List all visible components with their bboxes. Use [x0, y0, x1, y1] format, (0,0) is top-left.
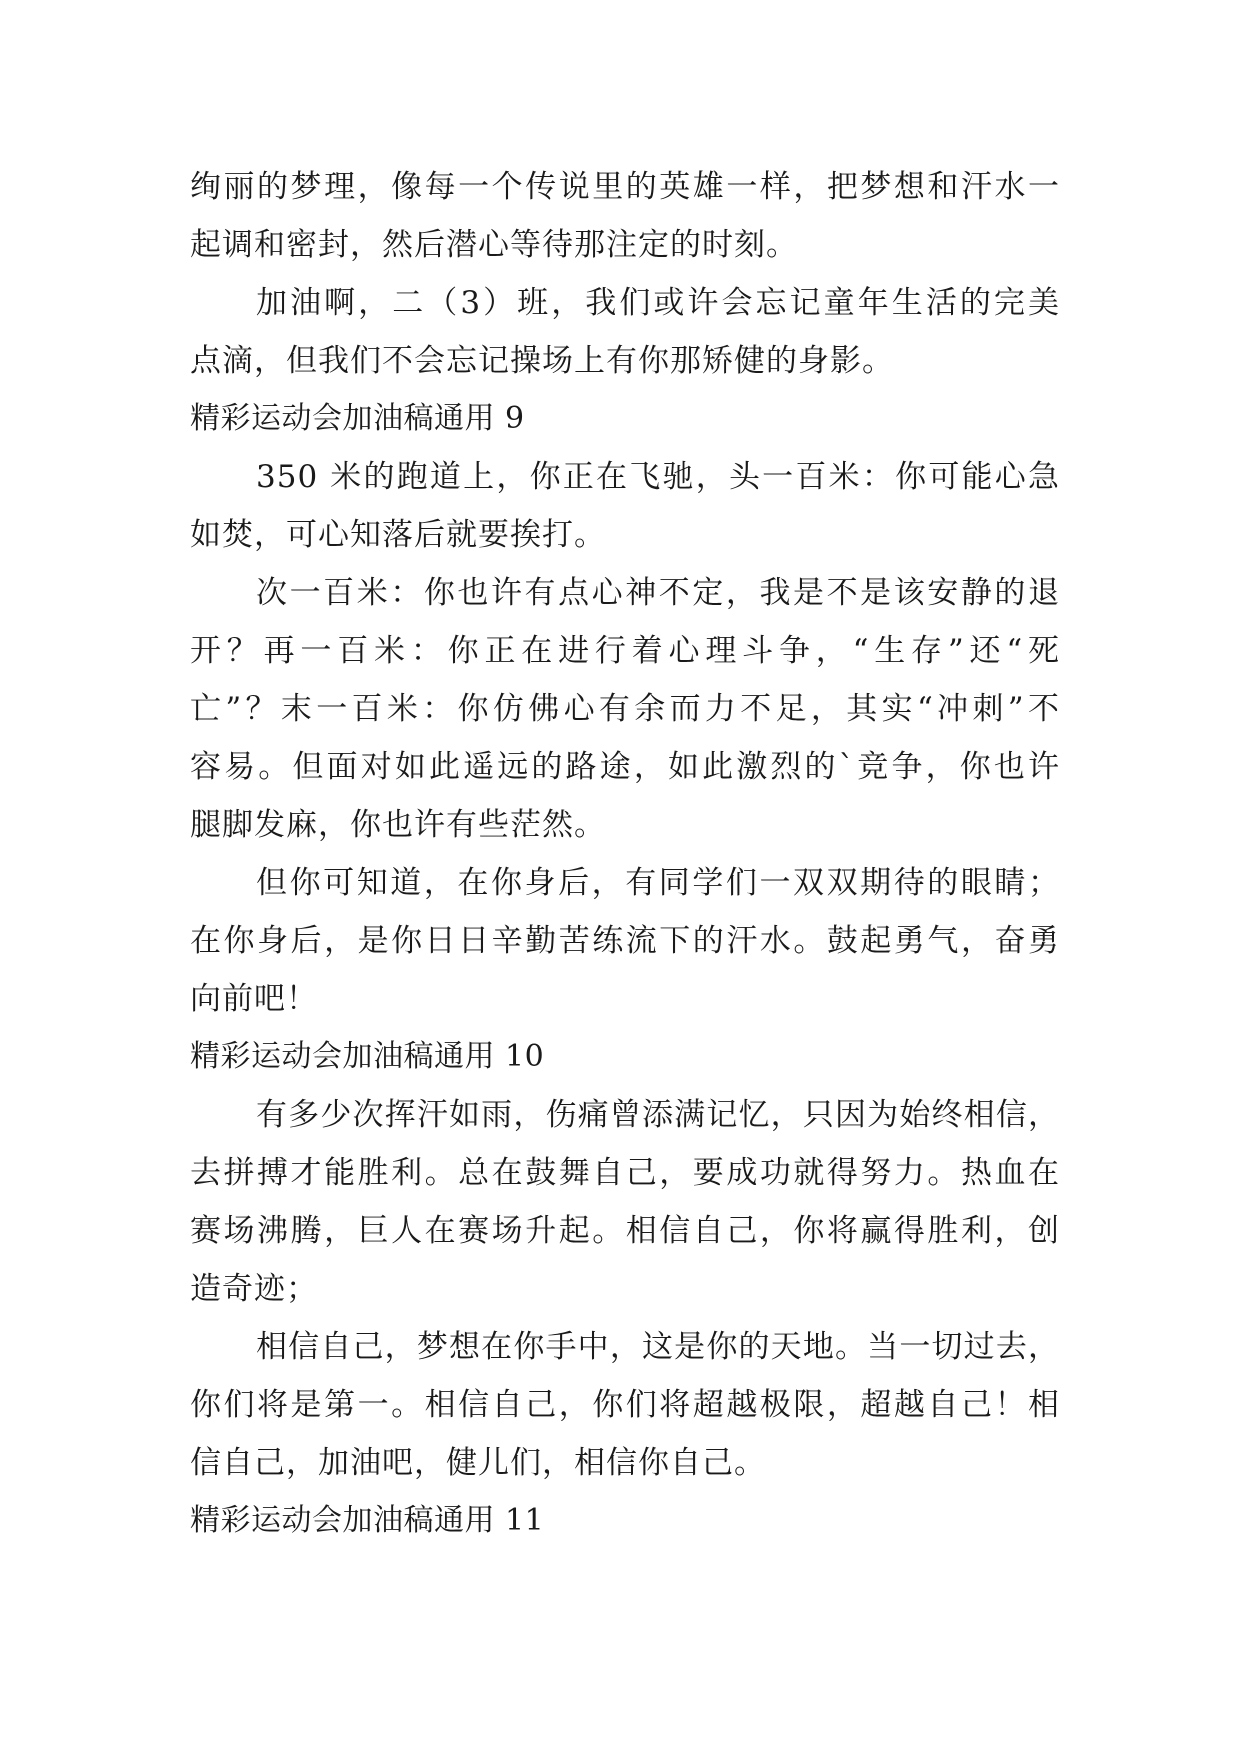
text-line: 加油啊，二（3）班，我们或许会忘记童年生活的完美 [256, 285, 1060, 321]
paragraph [190, 1318, 1060, 1492]
paragraph [190, 448, 1060, 564]
text-line: 350 米的跑道上，你正在飞驰，头一百米：你可能心急 [256, 459, 1060, 495]
text-line: 但你可知道，在你身后，有同学们一双双期待的眼睛； [256, 865, 1060, 901]
paragraph [190, 1086, 1060, 1318]
text-line: 容易。但面对如此遥远的路途，如此激烈的`竞争，你也许 [190, 749, 1060, 785]
text-line: 赛场沸腾，巨人在赛场升起。相信自己，你将赢得胜利，创 [190, 1213, 1060, 1249]
paragraph [190, 564, 1060, 854]
text-line: 点滴，但我们不会忘记操场上有你那矫健的身影。 [190, 343, 894, 379]
text-line: 信自己，加油吧，健儿们，相信你自己。 [190, 1445, 766, 1481]
text-line: 亡”？末一百米：你仿佛心有余而力不足，其实“冲刺”不 [190, 691, 1060, 727]
section-heading: 精彩运动会加油稿通用 9 [190, 401, 525, 436]
text-line: 造奇迹； [190, 1271, 318, 1307]
text-line: 你们将是第一。相信自己，你们将超越极限，超越自己！相 [190, 1387, 1060, 1423]
section-heading: 精彩运动会加油稿通用 10 [190, 1039, 545, 1074]
paragraph [190, 158, 1060, 274]
paragraph [190, 854, 1060, 1028]
text-line: 相信自己，梦想在你手中，这是你的天地。当一切过去， [256, 1329, 1060, 1365]
text-line: 起调和密封，然后潜心等待那注定的时刻。 [190, 227, 798, 263]
text-line: 绚丽的梦理，像每一个传说里的英雄一样，把梦想和汗水一 [190, 169, 1060, 205]
text-line: 次一百米：你也许有点心神不定，我是不是该安静的退 [256, 575, 1060, 611]
text-line: 如焚，可心知落后就要挨打。 [190, 517, 606, 553]
text-line: 在你身后，是你日日辛勤苦练流下的汗水。鼓起勇气，奋勇 [190, 923, 1060, 959]
paragraph [190, 274, 1060, 390]
text-line: 腿脚发麻，你也许有些茫然。 [190, 807, 606, 843]
text-line: 向前吧！ [190, 981, 318, 1017]
text-line: 开？再一百米：你正在进行着心理斗争，“生存”还“死 [190, 633, 1060, 669]
text-line: 有多少次挥汗如雨，伤痛曾添满记忆，只因为始终相信， [256, 1097, 1060, 1133]
section-heading: 精彩运动会加油稿通用 11 [190, 1503, 545, 1538]
text-line: 去拼搏才能胜利。总在鼓舞自己，要成功就得努力。热血在 [190, 1155, 1060, 1191]
document-body [190, 158, 1060, 1550]
